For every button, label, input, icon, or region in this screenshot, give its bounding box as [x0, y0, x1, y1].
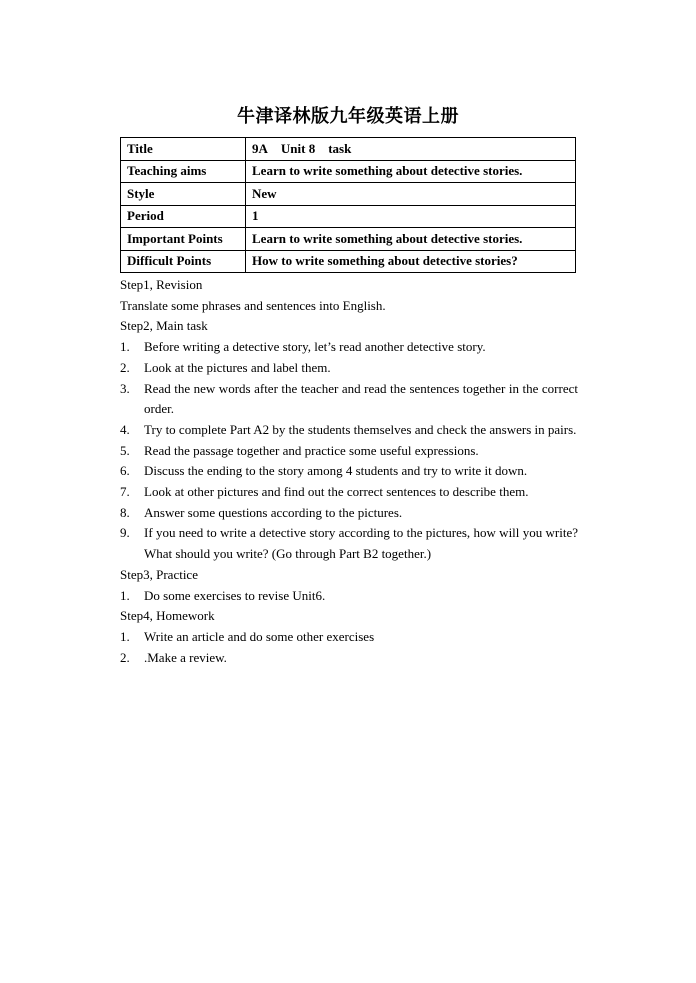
- item-text: Before writing a detective story, let’s read another detective story.: [144, 339, 486, 355]
- item-text: Look at the pictures and label them.: [144, 359, 331, 375]
- table-row: [121, 160, 576, 183]
- table-row: [121, 250, 576, 273]
- row-label: Title: [121, 138, 246, 161]
- list-item: [120, 482, 578, 503]
- item-number: 7.: [120, 484, 130, 500]
- item-number: 1.: [120, 339, 130, 355]
- item-number: 6.: [120, 463, 130, 479]
- item-number: 9.: [120, 525, 130, 541]
- row-label: Teaching aims: [121, 160, 246, 183]
- item-text: If you need to write a detective story according to the pictures, how will you write? What should you write? (Go through Part B2 together.): [144, 525, 578, 562]
- list-item: [120, 379, 578, 420]
- item-text: Read the passage together and practice some useful expressions.: [144, 442, 479, 458]
- list-item: [120, 420, 578, 441]
- table-row: [121, 228, 576, 251]
- row-value: New: [246, 183, 576, 206]
- list-item: [120, 648, 578, 669]
- item-number: 1.: [120, 587, 130, 603]
- item-text: .Make a review.: [144, 649, 227, 665]
- list-item: [120, 586, 578, 607]
- list-item: [120, 337, 578, 358]
- step3-heading: Step3, Practice: [120, 566, 198, 582]
- lesson-info-table: [120, 137, 576, 273]
- lesson-body: [120, 275, 578, 668]
- row-value: 1: [246, 205, 576, 228]
- step2-heading: Step2, Main task: [120, 318, 208, 334]
- row-label: Important Points: [121, 228, 246, 251]
- list-item: [120, 358, 578, 379]
- table-row: [121, 183, 576, 206]
- item-text: Answer some questions according to the pictures.: [144, 504, 403, 520]
- row-label: Style: [121, 183, 246, 206]
- list-item: [120, 523, 578, 564]
- table-row: [121, 138, 576, 161]
- item-text: Look at other pictures and find out the correct sentences to describe them.: [144, 484, 529, 500]
- item-number: 3.: [120, 380, 130, 396]
- item-number: 8.: [120, 504, 130, 520]
- item-text: Do some exercises to revise Unit6.: [144, 587, 326, 603]
- row-value: 9A Unit 8 task: [246, 138, 576, 161]
- row-label: Difficult Points: [121, 250, 246, 273]
- list-item: [120, 441, 578, 462]
- row-value: How to write something about detective stories?: [246, 250, 576, 273]
- row-label: Period: [121, 205, 246, 228]
- item-text: Discuss the ending to the story among 4 students and try to write it down.: [144, 463, 528, 479]
- table-row: [121, 205, 576, 228]
- item-number: 2.: [120, 359, 130, 375]
- list-item: [120, 461, 578, 482]
- step4-heading: Step4, Homework: [120, 608, 215, 624]
- step1-heading: Step1, Revision: [120, 277, 203, 292]
- item-number: 5.: [120, 442, 130, 458]
- item-text: Try to complete Part A2 by the students themselves and check the answers in pairs.: [144, 421, 577, 437]
- row-value: Learn to write something about detective stories.: [246, 228, 576, 251]
- item-number: 2.: [120, 649, 130, 665]
- item-text: Read the new words after the teacher and read the sentences together in the correct order.: [144, 380, 578, 417]
- document-title: 牛津译林版九年级英语上册: [237, 106, 459, 127]
- list-item: [120, 627, 578, 648]
- item-text: Write an article and do some other exercises: [144, 628, 375, 644]
- row-value: Learn to write something about detective stories.: [246, 160, 576, 183]
- item-number: 4.: [120, 421, 130, 437]
- step1-text: Translate some phrases and sentences into English.: [120, 297, 386, 313]
- item-number: 1.: [120, 628, 130, 644]
- list-item: [120, 503, 578, 524]
